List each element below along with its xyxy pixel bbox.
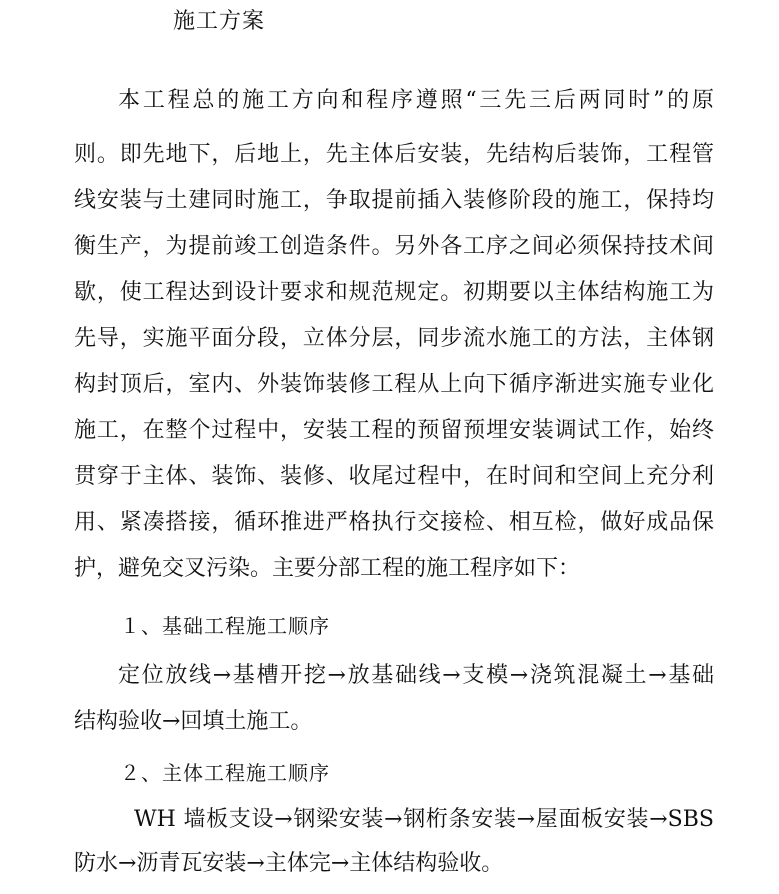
section-2-heading: ２、主体工程施工顺序 xyxy=(120,761,330,785)
intro-line-9: 贯穿于主体、装饰、装修、收尾过程中，在时间和空间上充分利 xyxy=(74,464,714,489)
section-2-line-2: 防水→沥青瓦安装→主体完→主体结构验收。 xyxy=(74,851,504,876)
intro-line-8: 施工，在整个过程中，安装工程的预留预埋安装调试工作，始终 xyxy=(74,418,714,443)
document-title: 施工方案 xyxy=(173,9,266,34)
section-1-line-2: 结构验收→回填土施工。 xyxy=(74,709,313,734)
intro-line-6: 先导，实施平面分段，立体分层，同步流水施工的方法，主体钢 xyxy=(74,326,714,351)
intro-line-11: 护，避免交叉污染。主要分部工程的施工程序如下： xyxy=(74,556,581,581)
intro-line-3: 线安装与土建同时施工，争取提前插入装修阶段的施工，保持均 xyxy=(74,188,714,213)
section-1-heading: １、基础工程施工顺序 xyxy=(120,614,330,638)
intro-line-1: 本工程总的施工方向和程序遵照“三先三后两同时”的原 xyxy=(118,88,714,113)
intro-line-7: 构封顶后，室内、外装饰装修工程从上向下循序渐进实施专业化 xyxy=(74,372,714,397)
section-1-line-1: 定位放线→基槽开挖→放基础线→支模→浇筑混凝土→基础 xyxy=(118,663,714,688)
intro-line-10: 用、紧凑搭接，循环推进严格执行交接检、相互检，做好成品保 xyxy=(74,510,714,535)
intro-line-5: 歇，使工程达到设计要求和规范规定。初期要以主体结构施工为 xyxy=(74,280,714,305)
intro-line-2: 则。即先地下，后地上，先主体后安装，先结构后装饰，工程管 xyxy=(74,142,714,167)
section-2-line-1: WH 墙板支设→钢梁安装→钢桁条安装→屋面板安装→SBS xyxy=(134,807,714,832)
intro-line-4: 衡生产，为提前竣工创造条件。另外各工序之间必须保持技术间 xyxy=(74,234,714,259)
